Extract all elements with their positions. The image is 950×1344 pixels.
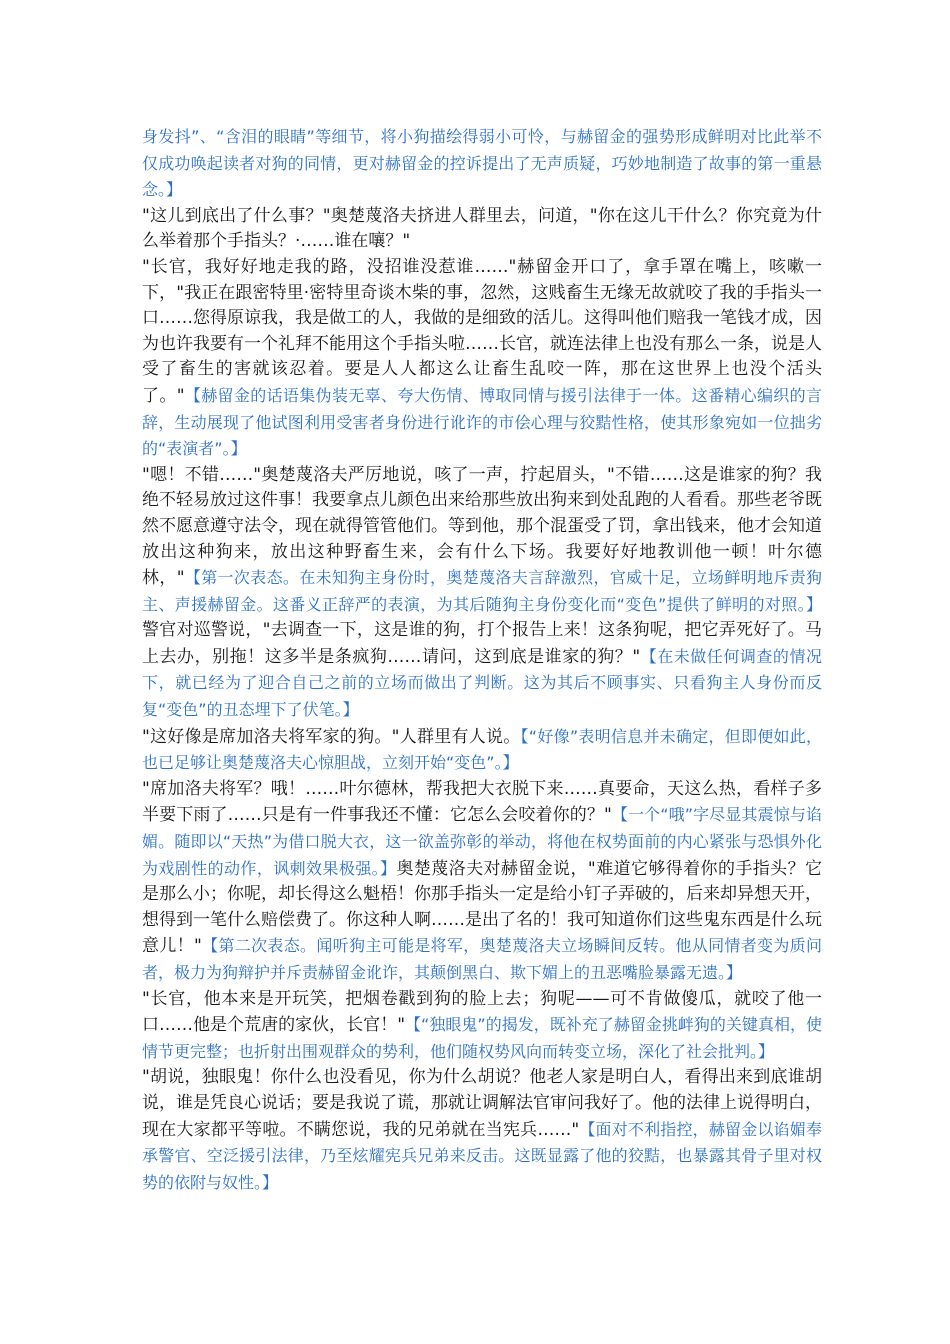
paragraph [142, 777, 822, 987]
story-text: "胡说，独眼鬼！你什么也没看见，你为什么胡说？他老人家是明白人，看得出来到底谁胡说，谁是凭良心说话；要是我说了谎，那就让调解法官审问我好了。他的法律上说得明白，现在大家都平等啦。不瞒您说，我的兄弟就在当宪兵……" [142, 1067, 822, 1140]
annotation-text: 【“独眼鬼”的揭发，既补充了赫留金挑衅狗的关键真相，使情节更完整；也折射出围观群众的势利，他们随权势风向而转变立场，深化了社会批判。】 [142, 1015, 822, 1061]
story-text: 奥楚蔑洛夫对赫留金说，"难道它够得着你的手指头？它是那么小；你呢，却长得这么魁梧！你那手指头一定是给小钉子弄破的，后来却异想天开，想得到一笔什么赔偿费了。你这种人啊……是出了名的！我可知道你们这些鬼东西是什么玩意儿！" [142, 858, 822, 957]
paragraph [142, 987, 822, 1066]
paragraph [142, 124, 822, 204]
paragraph [142, 463, 822, 724]
paragraph [142, 1065, 822, 1196]
story-text: "嗯！不错……"奥楚蔑洛夫严厉地说，咳了一声，拧起眉头，"不错……这是谁家的狗？我绝不轻易放过这件事！我要拿点儿颜色出来给那些放出狗来到处乱跑的人看看。那些老爷既然不愿意遵守法令，现在就得管管他们。等到他，那个混蛋受了罚，拿出钱来，他才会知道放出这种狗来，放出这种野畜生来，会有什么下场。我要好好地教训他一顿！叶尔德林，" [142, 464, 822, 589]
annotation-text: 【面对不利指控，赫留金以谄媚奉承警官、空泛援引法律，乃至炫耀宪兵兄弟来反击。这既显露了他的狡黠，也暴露其骨子里对权势的依附与奴性。】 [142, 1119, 822, 1192]
story-text: "长官，我好好地走我的路，没招谁没惹谁……"赫留金开口了，拿手罩在嘴上，咳嗽一下，"我正在跟密特里·密特里奇谈木柴的事，忽然，这贱畜生无缘无故就咬了我的手指头一口……您得原谅我，我是做工的人，我做的是细致的活儿。这得叫他们赔我一笔钱才成，因为也许我要有一个礼拜不能用这个手指头啦……长官，就连法律上也没有那么一条，说是人受了畜生的害就该忍着。要是人人都这么让畜生乱咬一阵，那在这世界上也没个活头了。" [142, 256, 822, 406]
story-text: 警官对巡警说，"去调查一下，这是谁的狗，打个报告上来！这条狗呢，把它弄死好了。马上去办，别拖！这多半是条疯狗……请问，这到底是谁家的狗？" [142, 620, 822, 667]
paragraph [142, 255, 822, 463]
story-text: "这好像是席加洛夫将军家的狗。"人群里有人说。 [142, 726, 521, 747]
annotation-text: 【“好像”表明信息并未确定，但即便如此，也已足够让奥楚蔑洛夫心惊胆战，立刻开始“变色”。】 [142, 726, 822, 773]
story-text: "这儿到底出了什么事？"奥楚蔑洛夫挤进人群里去，问道，"你在这儿干什么？你究竟为什么举着那个手指头？·……谁在嚷？" [142, 205, 822, 252]
annotation-text: 【第一次表态。在未知狗主身份时，奥楚蔑洛夫言辞激烈，官威十足，立场鲜明地斥责狗主、声援赫留金。这番义正辞严的表演，为其后随狗主身份变化而“变色”提供了鲜明的对照。】 [142, 568, 822, 614]
annotation-text: 身发抖”、“含泪的眼睛”等细节，将小狗描绘得弱小可怜，与赫留金的强势形成鲜明对比此举不仅成功唤起读者对狗的同情，更对赫留金的控诉提出了无声质疑，巧妙地制造了故事的第一重悬念。】 [142, 127, 822, 200]
annotation-text: 【第二次表态。闻听狗主可能是将军，奥楚蔑洛夫立场瞬间反转。他从同情者变为质问者，极力为狗辩护并斥责赫留金讹诈，其颠倒黑白、欺下媚上的丑恶嘴脸暴露无遗。】 [142, 936, 822, 982]
annotation-text: 【在未做任何调查的情况下，就已经为了迎合自己之前的立场而做出了判断。这为其后不顾事实、只看狗主人身份而反复“变色”的丑态埋下了伏笔。】 [142, 646, 822, 720]
annotation-text: 【赫留金的话语集伪装无辜、夸大伤情、博取同情与援引法律于一体。这番精心编织的言辞，生动展现了他试图利用受害者身份进行讹诈的市侩心理与狡黠性格，使其形象宛如一位拙劣的“表演者”。】 [142, 385, 822, 459]
paragraph [142, 204, 822, 255]
story-text: "席加洛夫将军？哦！……叶尔德林，帮我把大衣脱下来……真要命，天这么热，看样子多半要下雨了……只是有一件事我还不懂：它怎么会咬着你的？" [142, 778, 822, 826]
document-body [142, 124, 822, 1196]
annotation-text: 【一个“哦”字尽显其震惊与谄媚。随即以“天热”为借口脱大衣，这一欲盖弥彰的举动，将他在权势面前的内心紧张与恐惧外化为戏剧性的动作，讽刺效果极强。】 [142, 805, 822, 878]
paragraph [142, 724, 822, 777]
story-text: "长官，他本来是开玩笑，把烟卷戳到狗的脸上去；狗呢——可不肯做傻瓜，就咬了他一口……他是个荒唐的家伙，长官！" [142, 988, 822, 1036]
